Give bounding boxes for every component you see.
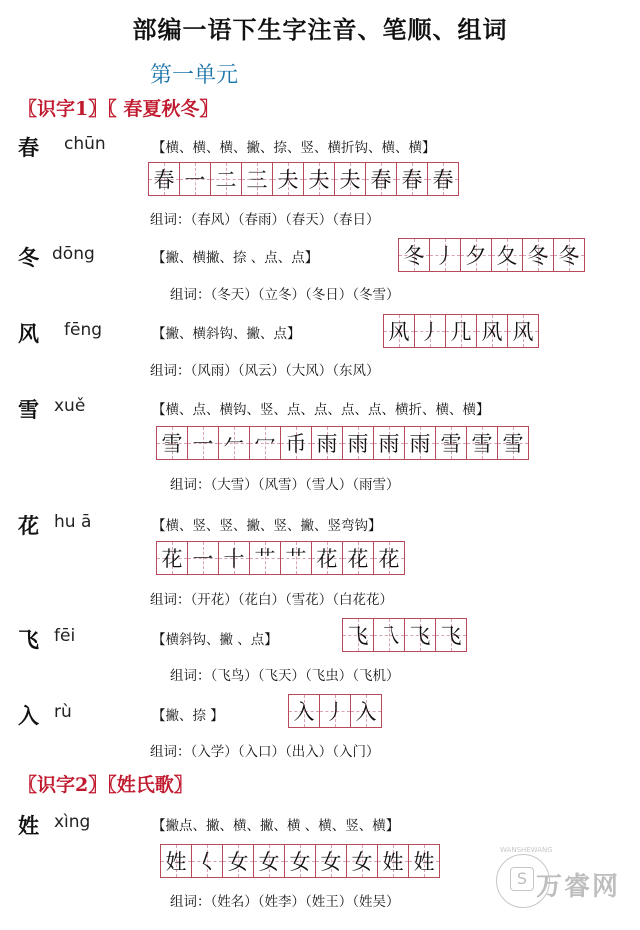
stroke-step-cell: [374, 542, 404, 574]
stroke-step-glyph: 几: [450, 320, 472, 344]
stroke-step-glyph: 夫: [277, 168, 299, 192]
stroke-step-cell: [312, 427, 343, 459]
stroke-step-cell: [188, 542, 219, 574]
stroke-step-glyph: 丿: [324, 700, 346, 724]
stroke-step-glyph: 冖: [254, 432, 276, 456]
stroke-step-glyph: 丿: [434, 244, 456, 268]
stroke-step-cell: [320, 695, 351, 727]
char-feng: 风: [18, 321, 39, 346]
stroke-step-cell: [161, 845, 192, 877]
stroke-step-cell: [343, 619, 374, 651]
stroke-step-glyph: 女: [227, 850, 249, 874]
stroke-step-cell: [378, 845, 409, 877]
words-dong: 组词：（冬天）（立冬）（冬日）（冬雪）: [170, 287, 400, 303]
stroke-step-glyph: 女: [351, 850, 373, 874]
stroke-step-glyph: 夫: [339, 168, 361, 192]
pinyin-hua: hu ā: [54, 512, 92, 532]
stroke-step-cell: [347, 845, 378, 877]
stroke-step-cell: [498, 427, 528, 459]
stroke-grid-xing: [160, 844, 440, 878]
stroke-step-cell: [289, 695, 320, 727]
stroke-step-glyph: 雨: [378, 432, 400, 456]
stroke-step-cell: [351, 695, 381, 727]
stroke-step-cell: [436, 427, 467, 459]
words-fei: 组词：（飞鸟）（飞天）（飞虫）（飞机）: [170, 668, 400, 684]
stroke-step-cell: [467, 427, 498, 459]
stroke-step-cell: [254, 845, 285, 877]
stroke-step-glyph: 三: [246, 168, 268, 192]
words-xing: 组词：（姓名）（姓李）（姓王）（姓吴）: [170, 894, 400, 910]
char-dong: 冬: [18, 245, 39, 270]
stroke-step-glyph: 飞: [440, 624, 462, 648]
stroke-step-cell: [477, 315, 508, 347]
stroke-step-cell: [211, 163, 242, 195]
stroke-step-cell: [508, 315, 538, 347]
stroke-step-cell: [343, 427, 374, 459]
stroke-step-glyph: 二: [215, 168, 237, 192]
words-chun: 组词：（春风）（春雨）（春天）（春日）: [150, 212, 380, 228]
stroke-step-cell: [250, 542, 281, 574]
s-logo-icon: S: [510, 867, 534, 891]
stroke-step-glyph: 女: [320, 850, 342, 874]
stroke-step-cell: [188, 427, 219, 459]
strokes-xue: 【横、点、横钩、竖、点、点、点、点、横折、横、横】: [152, 402, 490, 418]
stroke-step-cell: [273, 163, 304, 195]
pinyin-dong: dōng: [52, 244, 95, 264]
stroke-step-cell: [343, 542, 374, 574]
stroke-step-glyph: 女: [258, 850, 280, 874]
stroke-step-cell: [405, 427, 436, 459]
stroke-step-cell: [157, 542, 188, 574]
stroke-step-cell: [316, 845, 347, 877]
stroke-step-glyph: 花: [378, 547, 400, 571]
stroke-step-glyph: 飞: [347, 624, 369, 648]
words-hua: 组词：（开花）（花白）（雪花）（白花花）: [150, 592, 393, 608]
pinyin-xing: xìng: [54, 812, 91, 832]
pinyin-feng: fēng: [64, 320, 103, 340]
stroke-step-glyph: 女: [289, 850, 311, 874]
stroke-step-cell: [157, 427, 188, 459]
stroke-step-glyph: 花: [161, 547, 183, 571]
stroke-step-cell: [461, 239, 492, 271]
stroke-step-glyph: 十: [223, 547, 245, 571]
stroke-grid-fei: [342, 618, 467, 652]
stroke-step-glyph: 雪: [161, 432, 183, 456]
stroke-step-glyph: 风: [481, 320, 503, 344]
stroke-step-glyph: 春: [401, 168, 423, 192]
words-xue: 组词：（大雪）（风雪）（雪人）（雨雪）: [170, 477, 400, 493]
stroke-step-glyph: 冬: [527, 244, 549, 268]
lesson-heading-2: 〖识字2〗〖姓氏歌〗: [18, 774, 193, 796]
watermark-logo: [496, 846, 632, 912]
strokes-feng: 【撇、横斜钩、撇、点】: [152, 326, 301, 342]
stroke-step-glyph: 风: [388, 320, 410, 344]
stroke-step-glyph: 姓: [382, 850, 404, 874]
stroke-step-glyph: 冬: [558, 244, 580, 268]
strokes-ru: 【撇、捺 】: [152, 708, 224, 724]
stroke-step-glyph: 姓: [413, 850, 435, 874]
stroke-step-glyph: 𠂉: [223, 432, 245, 456]
stroke-step-cell: [281, 427, 312, 459]
stroke-step-glyph: 雨: [347, 432, 369, 456]
stroke-step-cell: [436, 619, 466, 651]
lesson-heading-1: 〖识字1〗〖 春夏秋冬〗: [18, 98, 219, 120]
stroke-step-cell: [405, 619, 436, 651]
stroke-step-cell: [446, 315, 477, 347]
stroke-step-glyph: 雪: [440, 432, 462, 456]
stroke-step-glyph: 艹: [285, 547, 307, 571]
stroke-step-glyph: 冬: [403, 244, 425, 268]
stroke-step-cell: [285, 845, 316, 877]
stroke-step-cell: [554, 239, 584, 271]
stroke-step-glyph: 雪: [502, 432, 524, 456]
stroke-step-glyph: 币: [285, 432, 307, 456]
stroke-step-cell: [415, 315, 446, 347]
pinyin-xue: xuě: [54, 396, 86, 416]
stroke-step-cell: [523, 239, 554, 271]
char-hua: 花: [18, 513, 39, 538]
stroke-step-glyph: 夂: [496, 244, 518, 268]
stroke-step-glyph: 乁: [378, 624, 400, 648]
stroke-step-cell: [192, 845, 223, 877]
stroke-step-cell: [428, 163, 458, 195]
unit-heading: 第一单元: [150, 63, 239, 88]
stroke-step-cell: [374, 619, 405, 651]
stroke-step-glyph: 雪: [471, 432, 493, 456]
stroke-step-cell: [312, 542, 343, 574]
stroke-grid-xue: [156, 426, 529, 460]
watermark-small-text: WANSHEWANG: [500, 846, 553, 854]
stroke-step-glyph: 丿: [419, 320, 441, 344]
page-title: 部编一语下生字注音、笔顺、组词: [132, 15, 508, 44]
stroke-step-cell: [180, 163, 211, 195]
strokes-fei: 【横斜钩、撇 、点】: [152, 632, 278, 648]
words-feng: 组词：（风雨）（风云）（大风）（东风）: [150, 363, 380, 379]
stroke-step-glyph: 风: [512, 320, 534, 344]
stroke-grid-ru: [288, 694, 382, 728]
stroke-step-glyph: 花: [316, 547, 338, 571]
words-ru: 组词：（入学）（入口）（出入）（入门）: [150, 744, 380, 760]
strokes-dong: 【撇、横撇、捺 、点、点】: [152, 250, 319, 266]
stroke-step-cell: [399, 239, 430, 271]
stroke-step-glyph: 一: [184, 168, 206, 192]
stroke-step-glyph: 雨: [316, 432, 338, 456]
stroke-step-glyph: 艹: [254, 547, 276, 571]
stroke-step-cell: [149, 163, 180, 195]
stroke-step-cell: [242, 163, 273, 195]
watermark-text: 万睿网: [536, 872, 621, 902]
stroke-step-cell: [492, 239, 523, 271]
char-xing: 姓: [18, 813, 39, 838]
stroke-grid-dong: [398, 238, 585, 272]
stroke-step-glyph: 入: [355, 700, 377, 724]
stroke-step-cell: [335, 163, 366, 195]
stroke-step-glyph: 夫: [308, 168, 330, 192]
char-ru: 入: [18, 703, 39, 728]
stroke-step-cell: [397, 163, 428, 195]
stroke-step-glyph: 春: [432, 168, 454, 192]
stroke-grid-feng: [383, 314, 539, 348]
pinyin-fei: fēi: [54, 626, 76, 646]
stroke-grid-hua: [156, 541, 405, 575]
strokes-xing: 【撇点、撇、横、撇、横 、横、竖、横】: [152, 818, 400, 834]
stroke-step-cell: [250, 427, 281, 459]
stroke-step-glyph: 一: [192, 432, 214, 456]
stroke-step-glyph: 春: [370, 168, 392, 192]
stroke-step-glyph: 花: [347, 547, 369, 571]
stroke-step-glyph: 夕: [465, 244, 487, 268]
stroke-step-glyph: 𡿨: [196, 850, 218, 874]
char-chun: 春: [18, 135, 39, 160]
stroke-step-cell: [219, 542, 250, 574]
stroke-step-glyph: 飞: [409, 624, 431, 648]
char-fei: 飞: [18, 627, 39, 652]
stroke-step-cell: [281, 542, 312, 574]
stroke-step-cell: [366, 163, 397, 195]
pinyin-ru: rù: [54, 702, 72, 722]
stroke-step-cell: [430, 239, 461, 271]
strokes-hua: 【横、竖、竖、撇、竖、撇、竖弯钩】: [152, 518, 382, 534]
stroke-step-cell: [304, 163, 335, 195]
char-xue: 雪: [18, 397, 39, 422]
stroke-step-cell: [219, 427, 250, 459]
stroke-step-cell: [409, 845, 439, 877]
stroke-step-glyph: 春: [153, 168, 175, 192]
stroke-step-glyph: 姓: [165, 850, 187, 874]
stroke-step-cell: [374, 427, 405, 459]
pinyin-chun: chūn: [64, 134, 106, 154]
strokes-chun: 【横、横、横、撇、捺、竖、横折钩、横、横】: [152, 140, 436, 156]
stroke-step-glyph: 入: [293, 700, 315, 724]
stroke-step-glyph: 雨: [409, 432, 431, 456]
stroke-step-glyph: 一: [192, 547, 214, 571]
stroke-grid-chun: [148, 162, 459, 196]
stroke-step-cell: [384, 315, 415, 347]
stroke-step-cell: [223, 845, 254, 877]
